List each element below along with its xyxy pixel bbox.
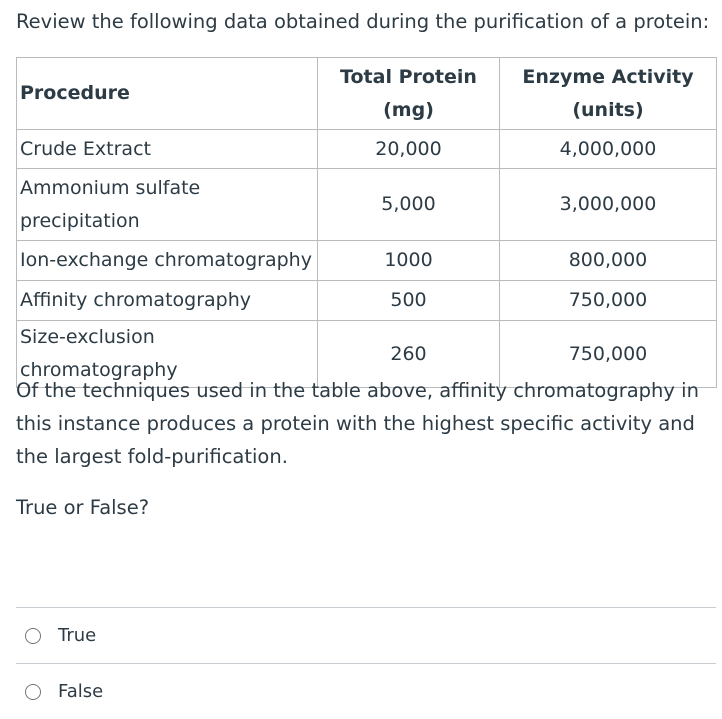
- table-row: [17, 281, 717, 321]
- header-total-protein-line2: (mg): [383, 98, 434, 121]
- table-row: [17, 130, 717, 169]
- header-enzyme-activity-line2: (units): [572, 98, 644, 121]
- table-row: [17, 169, 717, 241]
- header-procedure: [17, 58, 318, 130]
- cell-total-protein: 500: [318, 281, 500, 321]
- procedure-text: Crude Extract: [20, 137, 151, 160]
- question-intro: Review the following data obtained during the purification of a protein:: [16, 10, 710, 33]
- answer-label-false[interactable]: False: [58, 681, 104, 702]
- cell-enzyme-activity: 800,000: [500, 241, 717, 281]
- cell-procedure: [17, 281, 318, 321]
- true-false-prompt: True or False?: [16, 496, 150, 519]
- answer-option-true[interactable]: [16, 607, 716, 663]
- procedure-text-line2: precipitation: [20, 209, 140, 232]
- header-enzyme-activity-line1: Enzyme Activity: [522, 65, 694, 88]
- answer-options: [16, 607, 716, 719]
- header-enzyme-activity: [500, 58, 717, 130]
- procedure-text-line1: Ammonium sulfate: [20, 176, 201, 199]
- cell-enzyme-activity: 750,000: [500, 281, 717, 321]
- cell-total-protein: 5,000: [318, 169, 500, 241]
- answer-label-true[interactable]: True: [58, 625, 97, 646]
- table-header-row: [17, 58, 717, 130]
- radio-button-false[interactable]: [25, 684, 41, 700]
- header-total-protein-line1: Total Protein: [340, 65, 477, 88]
- answer-option-false[interactable]: [16, 663, 716, 719]
- cell-total-protein: 260: [318, 321, 500, 388]
- cell-procedure: [17, 130, 318, 169]
- cell-procedure: [17, 169, 318, 241]
- question-statement: Of the techniques used in the table above, affinity chromatography in this instance produces a protein with the highest specific activity and the largest fold-purification.: [16, 379, 699, 468]
- cell-total-protein: 1000: [318, 241, 500, 281]
- cell-total-protein: 20,000: [318, 130, 500, 169]
- header-total-protein: [318, 58, 500, 130]
- procedure-text: Size-exclusion chromatography: [20, 326, 178, 381]
- purification-table: [16, 57, 717, 388]
- cell-enzyme-activity: 750,000: [500, 321, 717, 388]
- radio-button-true[interactable]: [25, 628, 41, 644]
- table-row: [17, 241, 717, 281]
- header-procedure-label: Procedure: [20, 82, 130, 104]
- cell-enzyme-activity: 3,000,000: [500, 169, 717, 241]
- cell-enzyme-activity: 4,000,000: [500, 130, 717, 169]
- cell-procedure: [17, 241, 318, 281]
- procedure-text: Ion-exchange chromatography: [20, 249, 312, 271]
- procedure-text: Affinity chromatography: [20, 289, 252, 311]
